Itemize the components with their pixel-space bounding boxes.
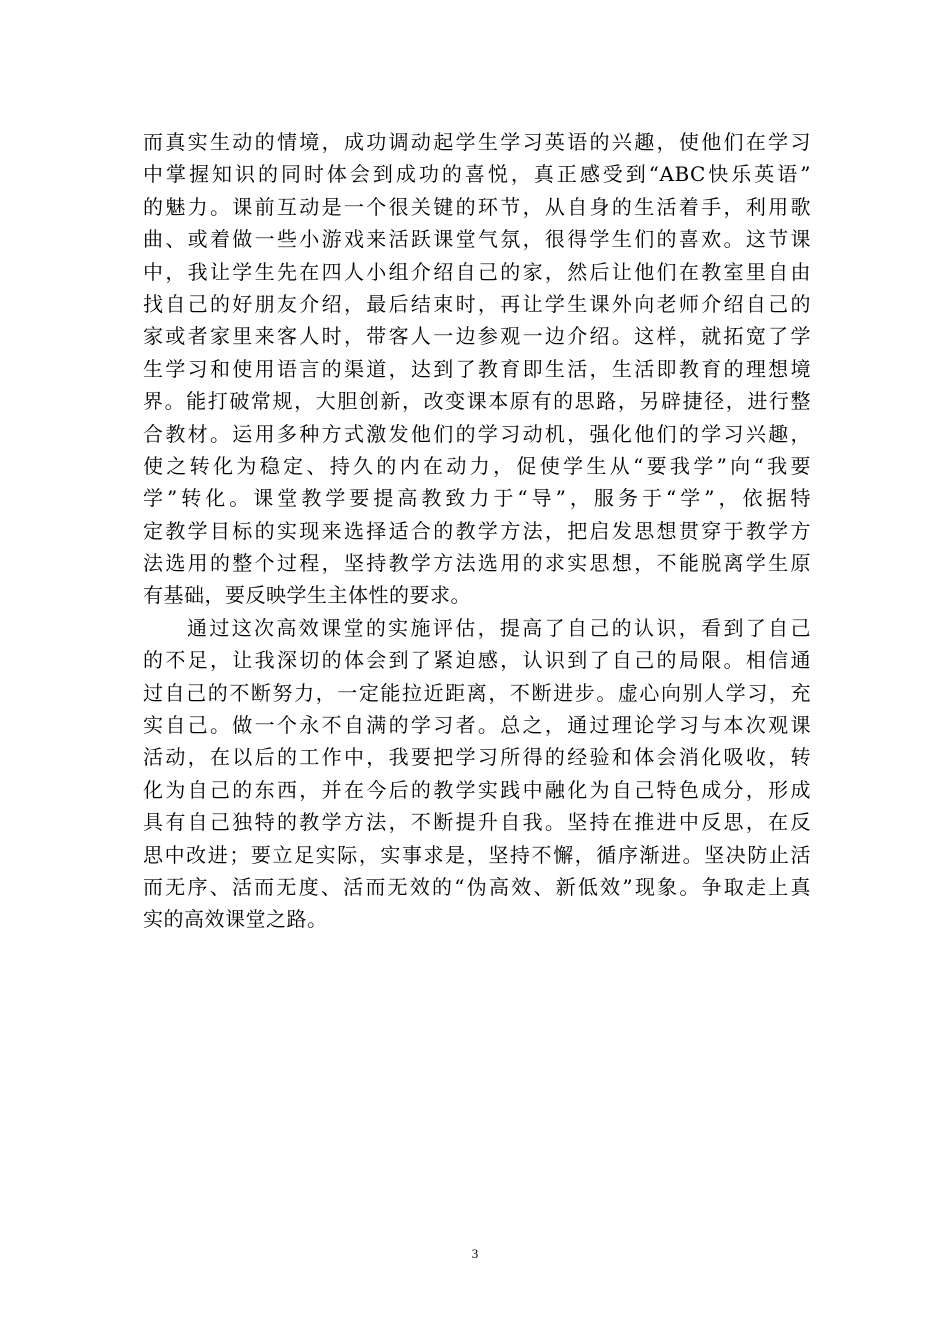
text-line: 而真实生动的情境，成功调动起学生学习英语的兴趣，使他们在学习 bbox=[143, 130, 811, 154]
page-number: 3 bbox=[471, 1246, 479, 1261]
text-line: 中掌握知识的同时体会到成功的喜悦，真正感受到“ABC快乐英语” bbox=[143, 162, 811, 187]
text-line: 过自己的不断努力，一定能拉近距离，不断进步。虚心向别人学习，充 bbox=[143, 680, 811, 705]
text-line: 曲、或着做一些小游戏来活跃课堂气氛，很得学生们的喜欢。这节课 bbox=[143, 227, 811, 252]
text-line: 实的高效课堂之路。 bbox=[143, 907, 328, 932]
text-line: 而无序、活而无度、活而无效的“伪高效、新低效”现象。争取走上真 bbox=[143, 874, 811, 899]
text-line: 生学习和使用语言的渠道，达到了教育即生活，生活即教育的理想境 bbox=[143, 356, 811, 381]
text-line: 通过这次高效课堂的实施评估，提高了自己的认识，看到了自己 bbox=[187, 615, 811, 640]
text-line: 思中改进；要立足实际，实事求是，坚持不懈，循序渐进。坚决防止活 bbox=[143, 842, 811, 867]
text-line: 界。能打破常规，大胆创新，改变课本原有的思路，另辟捷径，进行整 bbox=[143, 389, 811, 414]
text-line: 具有自己独特的教学方法，不断提升自我。坚持在推进中反思，在反 bbox=[143, 810, 811, 835]
text-line: 使之转化为稳定、持久的内在动力，促使学生从“要我学”向“我要 bbox=[143, 453, 811, 478]
text-line: 中，我让学生先在四人小组介绍自己的家，然后让他们在教室里自由 bbox=[143, 259, 811, 284]
paragraph-2 bbox=[143, 612, 811, 936]
text-line: 找自己的好朋友介绍，最后结束时，再让学生课外向老师介绍自己的 bbox=[143, 291, 811, 316]
document-body bbox=[143, 126, 811, 936]
text-line: 定教学目标的实现来选择适合的教学方法，把启发思想贯穿于教学方 bbox=[143, 518, 811, 543]
text-line: 化为自己的东西，并在今后的教学实践中融化为自己特色成分，形成 bbox=[143, 777, 811, 802]
text-line: 法选用的整个过程，坚持教学方法选用的求实思想，不能脱离学生原 bbox=[143, 551, 811, 576]
text-line: 的不足，让我深切的体会到了紧迫感，认识到了自己的局限。相信通 bbox=[143, 648, 811, 673]
text-line: 的魅力。课前互动是一个很关键的环节，从自身的生活着手，利用歌 bbox=[143, 194, 811, 219]
text-line: 学”转化。课堂教学要提高教致力于“导”，服务于“学”，依据特 bbox=[143, 486, 811, 511]
paragraph-1 bbox=[143, 126, 811, 612]
text-line: 有基础，要反映学生主体性的要求。 bbox=[143, 583, 471, 608]
text-line: 活动，在以后的工作中，我要把学习所得的经验和体会消化吸收，转 bbox=[143, 745, 811, 770]
text-line: 实自己。做一个永不自满的学习者。总之，通过理论学习与本次观课 bbox=[143, 713, 811, 738]
text-line: 合教材。运用多种方式激发他们的学习动机，强化他们的学习兴趣， bbox=[143, 421, 811, 446]
text-line: 家或者家里来客人时，带客人一边参观一边介绍。这样，就拓宽了学 bbox=[143, 324, 811, 349]
